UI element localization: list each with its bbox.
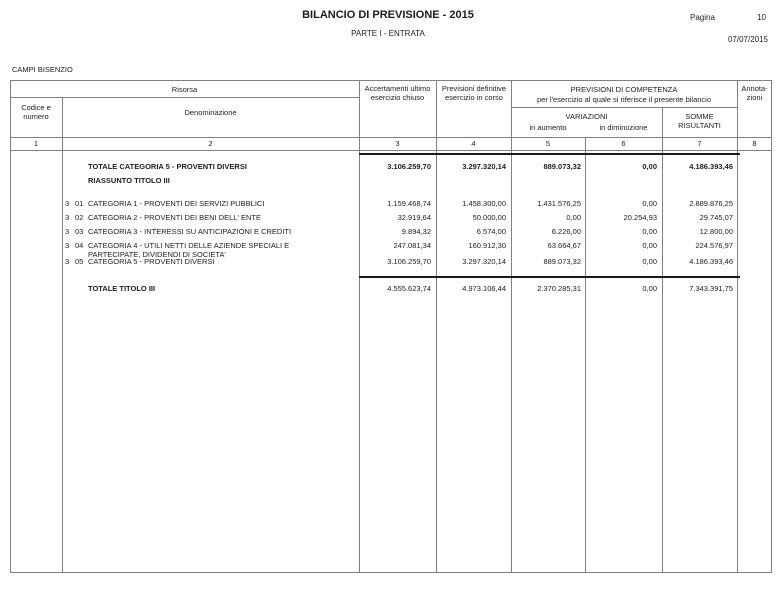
row-value-diminuzione: 20.254,93: [623, 213, 657, 222]
row-value-diminuzione: 0,00: [642, 199, 657, 208]
row-code-categoria: 05: [75, 257, 84, 266]
row-value-somme: 4.186.393,46: [689, 257, 733, 266]
row-label: RIASSUNTO TITOLO III: [88, 176, 170, 185]
page-number-label: Pagina: [690, 13, 715, 22]
row-value-previsioni: 1.458.300,00: [462, 199, 506, 208]
row-value-previsioni: 6.574,00: [476, 227, 506, 236]
header-in-aumento: in aumento: [529, 123, 567, 132]
header-rule: [359, 153, 740, 155]
row-value-previsioni: 4.973.106,44: [462, 284, 506, 293]
row-code-categoria: 02: [75, 213, 84, 222]
header-denominazione: Denominazione: [184, 108, 237, 117]
header-competenza-title: PREVISIONI DI COMPETENZA: [570, 85, 678, 94]
grid-hline: [511, 107, 737, 108]
table-row-categoria-1: [0, 199, 776, 209]
row-value-diminuzione: 0,00: [642, 162, 657, 171]
row-value-diminuzione: 0,00: [642, 257, 657, 266]
row-value-accertamenti: 3.106.259,70: [387, 257, 431, 266]
row-value-somme: 2.889.876,25: [689, 199, 733, 208]
row-value-aumento: 889.073,32: [543, 162, 581, 171]
row-code-titolo: 3: [65, 257, 70, 266]
row-label: TOTALE TITOLO III: [88, 284, 156, 293]
header-accertamenti: Accertamenti ultimo esercizio chiuso: [364, 84, 431, 102]
header-codice-numero: Codice e numero: [21, 103, 51, 121]
row-label: CATEGORIA 4 - UTILI NETTI DELLE AZIENDE SPECIALI E PARTECIPATE, DIVIDENDI DI SOCIETA': [88, 241, 290, 259]
row-value-aumento: 889.073,32: [543, 257, 581, 266]
header-risorsa: Risorsa: [171, 85, 198, 94]
row-label: CATEGORIA 2 - PROVENTI DEI BENI DELL' ENTE: [88, 213, 261, 222]
col-number-2: 2: [208, 139, 213, 148]
page-subtitle: PARTE I - ENTRATA: [351, 29, 425, 38]
page-title: BILANCIO DI PREVISIONE - 2015: [302, 9, 474, 21]
row-value-accertamenti: 4.555.623,74: [387, 284, 431, 293]
col-number-4: 4: [471, 139, 476, 148]
row-value-somme: 7.343.391,75: [689, 284, 733, 293]
row-value-aumento: 2.370.285,31: [537, 284, 581, 293]
row-value-diminuzione: 0,00: [642, 284, 657, 293]
row-value-somme: 4.186.393,46: [689, 162, 733, 171]
header-annotazioni: Annota-zioni: [741, 84, 768, 102]
row-value-diminuzione: 0,00: [642, 227, 657, 236]
total-rule: [359, 276, 740, 278]
row-value-previsioni: 3.297.320,14: [462, 257, 506, 266]
report-date: 07/07/2015: [727, 35, 768, 44]
row-value-accertamenti: 3.106.259,70: [387, 162, 431, 171]
row-code-titolo: 3: [65, 199, 70, 208]
grid-hline: [10, 97, 359, 98]
table-row-categoria-4: [0, 241, 776, 259]
header-variazioni: VARIAZIONI: [565, 112, 608, 121]
table-row-riassunto-titolo: [0, 176, 776, 186]
row-value-previsioni: 3.297.320,14: [462, 162, 506, 171]
header-somme-risultanti: SOMME RISULTANTI: [678, 112, 721, 130]
row-code-categoria: 01: [75, 199, 84, 208]
row-value-diminuzione: 0,00: [642, 241, 657, 250]
row-label: CATEGORIA 5 - PROVENTI DIVERSI: [88, 257, 215, 266]
table-row-totale-categoria-5: [0, 162, 776, 172]
col-number-6: 6: [621, 139, 626, 148]
table-row-categoria-5: [0, 257, 776, 267]
row-value-accertamenti: 32.919,64: [397, 213, 431, 222]
row-label: TOTALE CATEGORIA 5 - PROVENTI DIVERSI: [88, 162, 247, 171]
header-in-diminuzione: in diminuzione: [599, 123, 648, 132]
col-number-5: 5: [545, 139, 551, 148]
row-value-somme: 224.576,97: [695, 241, 733, 250]
row-code-titolo: 3: [65, 241, 70, 250]
row-label: CATEGORIA 1 - PROVENTI DEI SERVIZI PUBBLICI: [88, 199, 265, 208]
page-number-value: 10: [757, 13, 766, 22]
row-value-accertamenti: 9.894,32: [401, 227, 431, 236]
row-code-titolo: 3: [65, 227, 70, 236]
table-row-categoria-3: [0, 227, 776, 237]
row-value-previsioni: 50.000,00: [472, 213, 506, 222]
col-number-7: 7: [697, 139, 702, 148]
grid-hline: [10, 137, 772, 138]
row-value-aumento: 1.431.576,25: [537, 199, 581, 208]
row-code-categoria: 04: [75, 241, 84, 250]
row-value-aumento: 6.226,00: [551, 227, 581, 236]
row-value-accertamenti: 1.159.468,74: [387, 199, 431, 208]
header-previsioni-definitive: Previsioni definitive esercizio in corso: [441, 84, 507, 102]
header-competenza-sub: per l'esercizio al quale si riferisce il presente bilancio: [536, 95, 711, 104]
row-value-aumento: 0,00: [566, 213, 581, 222]
col-number-8: 8: [752, 139, 757, 148]
row-value-accertamenti: 247.081,34: [393, 241, 431, 250]
row-value-somme: 12.800,00: [699, 227, 733, 236]
row-code-categoria: 03: [75, 227, 84, 236]
row-value-aumento: 63.664,67: [547, 241, 581, 250]
col-number-3: 3: [395, 139, 400, 148]
col-number-1: 1: [33, 139, 39, 148]
table-row-categoria-2: [0, 213, 776, 223]
grid-hline: [10, 150, 772, 151]
row-label: CATEGORIA 3 - INTERESSI SU ANTICIPAZIONI E CREDITI: [88, 227, 292, 236]
row-value-somme: 29.745,07: [699, 213, 733, 222]
row-code-titolo: 3: [65, 213, 70, 222]
table-row-totale-titolo: [0, 284, 776, 294]
entity-name: CAMPI BISENZIO: [12, 65, 73, 74]
row-value-previsioni: 160.912,30: [468, 241, 506, 250]
